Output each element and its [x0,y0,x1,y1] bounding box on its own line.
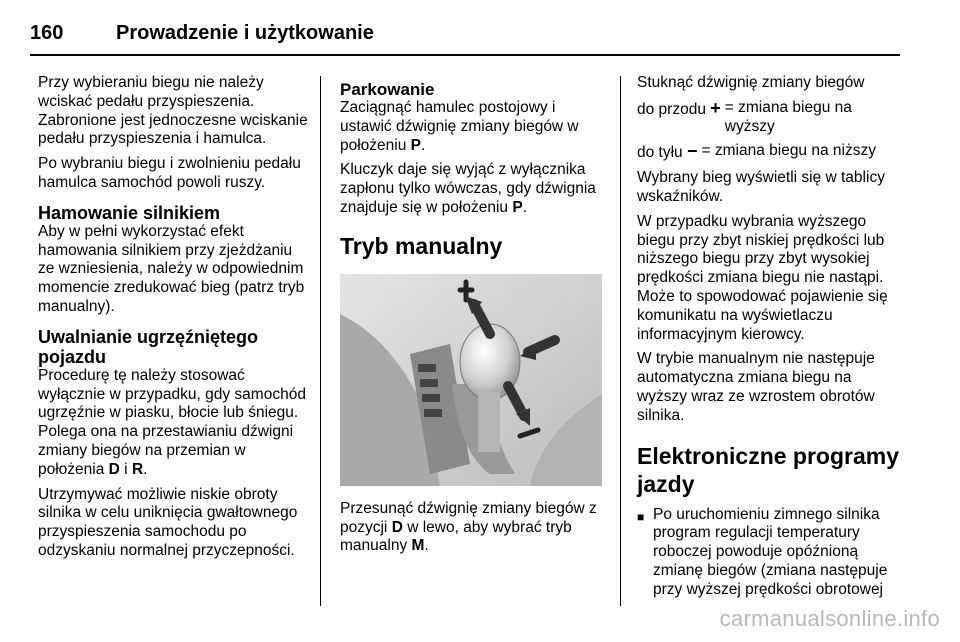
paragraph: W trybie manualnym nie następuje automatyczna zmiana biegu na wyższy wraz ze wzrostem obrotów silnika. [637,350,875,424]
heading-electronic-programs: Elektroniczne programy jazdy [637,442,900,497]
column-2 [340,74,608,562]
minus-icon: − [686,141,698,162]
page-header [30,22,374,58]
shift-forward-row: do przodu + = zmiana biegu na wyższy [637,97,852,135]
header-rule [30,54,900,56]
paragraph: Stuknąć dźwignię zmiany biegów [637,74,865,91]
paragraph: Przy wybieraniu biegu nie należy wciskać pedału przyspieszenia. Zabronione jest jednoczesne wciskanie pedału przyspieszenia i hamulca. [38,74,308,148]
list-item: ■ Po uruchomieniu zimnego silnika program regulacji temperatury roboczej powoduje opóźnioną zmianę biegów (zmiana następuje przy wyższej prędkości obrotowej [637,505,888,598]
plus-icon: + [710,97,721,118]
paragraph: Wybrany bieg wyświetli się w tablicy wskaźników. [637,169,885,205]
paragraph: Procedurę tę należy stosować wyłącznie w przypadku, gdy samochód ugrzęźnie w piasku, błocie lub śniegu. Polega ona na przestawianiu dźwigni zmiany biegów na przemian w położenia D i R. [38,366,306,478]
paragraph: Po wybraniu biegu i zwolnieniu pedału hamulca samochód powoli ruszy. [38,155,301,191]
column-divider-1 [320,76,321,606]
column-1 [38,74,310,567]
page-number: 160 [30,22,64,44]
column-divider-2 [620,76,621,606]
paragraph: Kluczyk daje się wyjąć z wyłącznika zapłonu tylko wówczas, gdy dźwignia znajduje się w położeniu P. [340,161,596,216]
bullet-icon: ■ [637,509,645,524]
column-3 [637,74,905,600]
gear-lever-illustration [340,274,602,486]
gear-lever-drawing [340,274,602,486]
heading-manual-mode: Tryb manualny [340,232,503,259]
paragraph: Aby w pełni wykorzystać efekt hamowania silnikiem przy zjeżdżaniu ze wzniesienia, należy w odpowiednim momencie zredukować bieg (patrz tryb manualny). [38,222,305,315]
shift-back-row: do tyłu − = zmiana biegu na niższy [637,141,876,162]
heading-unstuck-vehicle: Uwalnianie ugrzęźniętego pojazdu [38,326,259,367]
figure-caption: Przesunąć dźwignię zmiany biegów z pozycji D w lewo, aby wybrać tryb manualny M. [340,499,597,555]
paragraph: W przypadku wybrania wyższego biegu przy zbyt niskiej prędkości lub niższego biegu przy zbyt wysokiej prędkości zmiana biegu nie nastąpi. Może to spowodować pojawienie się komunikatu na wyświetlaczu informacyjnym kierowcy. [637,212,888,343]
heading-engine-braking: Hamowanie silnikiem [38,202,221,223]
paragraph: Utrzymywać możliwie niskie obroty silnika w celu uniknięcia gwałtownego przyspieszenia samochodu po odzyskaniu normalnej przyczepności. [38,485,298,559]
paragraph: Zaciągnąć hamulec postojowy i ustawić dźwignię zmiany biegów w położeniu P. [340,99,579,154]
heading-parking: Parkowanie [340,80,435,99]
running-title: Prowadzenie i użytkowanie [116,22,374,44]
watermark: carmanualsonline.info [719,606,940,631]
